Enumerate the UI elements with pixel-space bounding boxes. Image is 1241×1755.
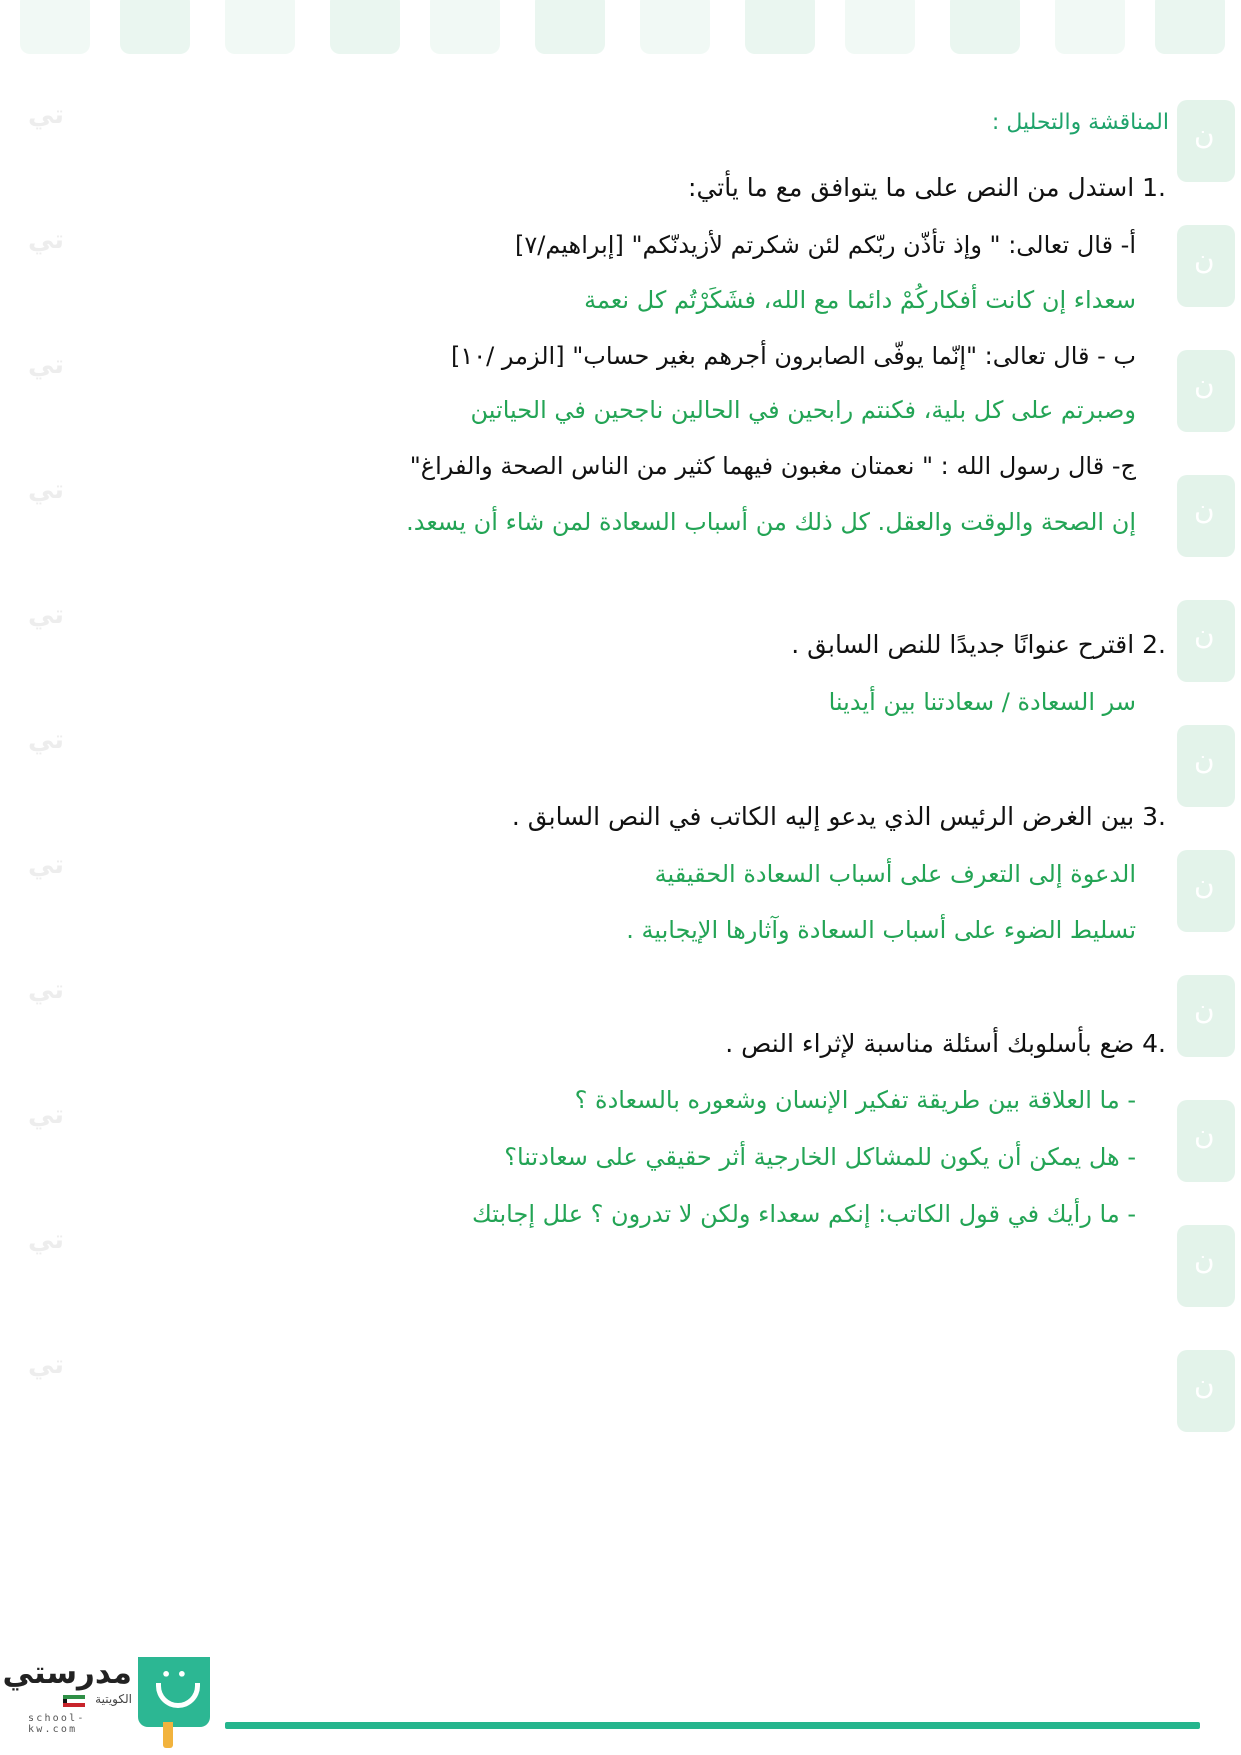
question-3-answer-2: تسليط الضوء على أسباب السعادة وآثارها الإيجابية .: [626, 916, 1136, 944]
question-3-answer-1: الدعوة إلى التعرف على أسباب السعادة الحقيقية: [654, 860, 1136, 888]
question-number: 2.: [1142, 630, 1166, 659]
question-1-answer-a: سعداء إن كانت أفكاركُمْ دائما مع الله، فشَكَرْتُم كل نعمة: [584, 286, 1136, 314]
question-1-answer-b: وصبرتم على كل بلية، فكنتم رابحين في الحالين ناجحين في الحياتين: [470, 396, 1136, 424]
question-3: [512, 800, 1166, 834]
watermark-left-strip: تي تي تي تي تي تي تي تي تي تي تي: [28, 100, 65, 1380]
logo-bookmark-icon: [163, 1722, 173, 1748]
section-heading: المناقشة والتحليل :: [991, 110, 1169, 135]
question-number: 4.: [1142, 1029, 1166, 1058]
question-text: ضع بأسلوبك أسئلة مناسبة لإثراء النص .: [725, 1029, 1135, 1058]
question-2-answer: سر السعادة / سعادتنا بين أيدينا: [828, 688, 1136, 716]
question-4-answer-2: - هل يمكن أن يكون للمشاكل الخارجية أثر حقيقي على سعادتنا؟: [504, 1143, 1136, 1171]
footer-divider: [225, 1722, 1200, 1729]
question-4-answer-1: - ما العلاقة بين طريقة تفكير الإنسان وشعوره بالسعادة ؟: [574, 1086, 1136, 1114]
question-text: بين الغرض الرئيس الذي يدعو إليه الكاتب في النص السابق .: [511, 802, 1135, 831]
question-1-answer-c: إن الصحة والوقت والعقل. كل ذلك من أسباب السعادة لمن شاء أن يسعد.: [406, 508, 1136, 536]
question-number: 1.: [1142, 173, 1166, 202]
question-text: اقترح عنوانًا جديدًا للنص السابق .: [791, 630, 1135, 659]
logo-url: school-kw.com: [28, 1713, 86, 1735]
question-1-item-a: أ- قال تعالى: " وإذ تأذّن ربّكم لئن شكرتم لأزيدنّكم" [إبراهيم/٧]: [514, 231, 1136, 259]
question-2: [791, 628, 1166, 662]
question-1: [688, 171, 1166, 205]
kuwait-flag-icon: [63, 1695, 85, 1707]
question-4: [725, 1027, 1166, 1061]
question-1-item-b: ب - قال تعالى: "إنّما يوفّى الصابرون أجرهم بغير حساب" [الزمر /١٠]: [451, 342, 1136, 370]
school-logo-icon: • •: [138, 1657, 210, 1727]
question-text: استدل من النص على ما يتوافق مع ما يأتي:: [688, 173, 1135, 202]
logo-subtitle: الكويتية: [95, 1692, 132, 1706]
question-1-item-c: ج- قال رسول الله : " نعمتان مغبون فيهما كثير من الناس الصحة والفراغ": [409, 452, 1136, 480]
question-4-answer-3: - ما رأيك في قول الكاتب: إنكم سعداء ولكن لا تدرون ؟ علل إجابتك: [472, 1200, 1136, 1228]
logo-name: مدرستي: [2, 1655, 132, 1691]
question-number: 3.: [1142, 802, 1166, 831]
